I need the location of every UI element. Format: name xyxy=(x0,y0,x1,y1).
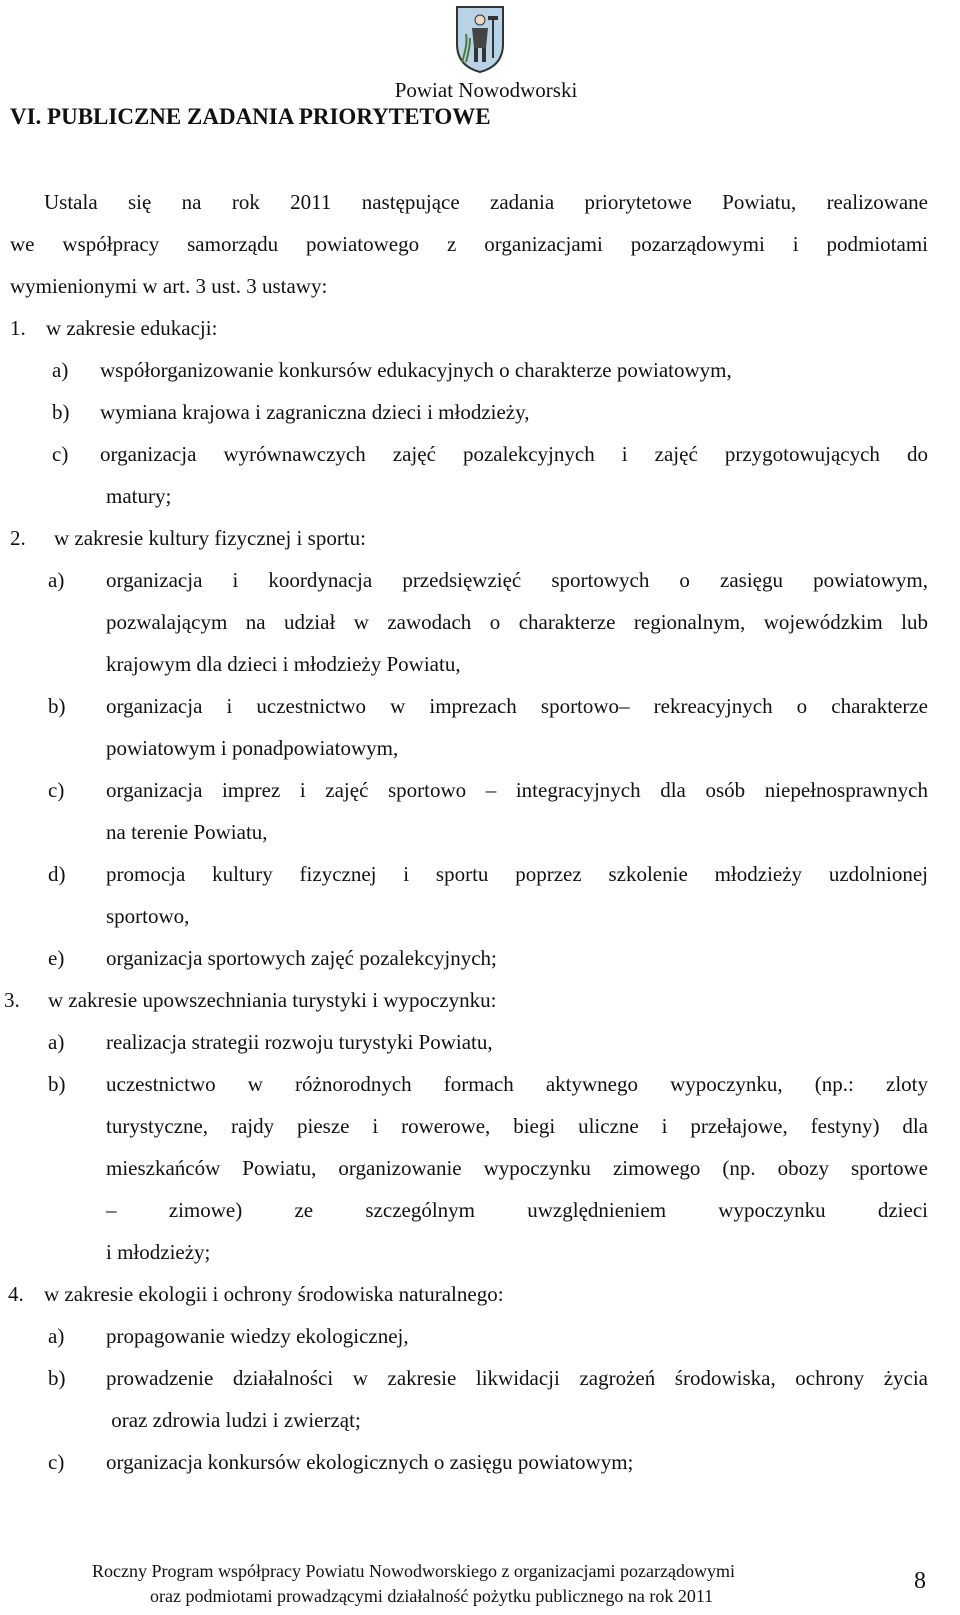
footer-line-1: Roczny Program współpracy Powiatu Nowodworskiego z organizacjami pozarządowymi xyxy=(92,1561,735,1581)
item-text: propagowanie wiedzy ekologicznej, xyxy=(106,1324,409,1348)
intro-line-2: we współpracy samorządu powiatowego z organizacjami pozarządowymi i podmiotami xyxy=(10,232,928,256)
item-text: organizacja i uczestnictwo w imprezach sportowo– rekreacyjnych o charakterze xyxy=(106,694,928,718)
section-number: 3. xyxy=(4,988,20,1012)
item-letter: b) xyxy=(52,400,70,424)
item-text: – zimowe) ze szczególnym uwzględnieniem wypoczynku dzieci xyxy=(106,1198,928,1222)
item-letter: c) xyxy=(48,778,65,802)
item-letter: a) xyxy=(52,358,69,382)
item-text: pozwalającym na udział w zawodach o charakterze regionalnym, wojewódzkim lub xyxy=(106,610,928,634)
page-number: 8 xyxy=(914,1568,926,1594)
item-letter: a) xyxy=(48,1324,65,1348)
section-number: 1. xyxy=(10,316,26,340)
item-letter: b) xyxy=(48,694,66,718)
item-letter: a) xyxy=(48,568,65,592)
item-text: uczestnictwo w różnorodnych formach aktywnego wypoczynku, (np.: zloty xyxy=(106,1072,928,1096)
item-text: oraz zdrowia ludzi i zwierząt; xyxy=(106,1408,361,1432)
item-letter: e) xyxy=(48,946,65,970)
item-text: prowadzenie działalności w zakresie likwidacji zagrożeń środowiska, ochrony życia xyxy=(106,1366,928,1390)
item-letter: b) xyxy=(48,1072,66,1096)
coat-of-arms-icon xyxy=(454,4,506,74)
section-title: VI. PUBLICZNE ZADANIA PRIORYTETOWE xyxy=(10,104,491,129)
intro-line-1: Ustala się na rok 2011 następujące zadania priorytetowe Powiatu, realizowane xyxy=(44,190,928,214)
item-text: współorganizowanie konkursów edukacyjnych o charakterze powiatowym, xyxy=(100,358,732,382)
item-text: organizacja i koordynacja przedsięwzięć sportowych o zasięgu powiatowym, xyxy=(106,568,928,592)
item-text: organizacja wyrównawczych zajęć pozalekcyjnych i zajęć przygotowujących do xyxy=(100,442,928,466)
section-heading: w zakresie upowszechniania turystyki i wypoczynku: xyxy=(48,988,497,1012)
item-text: matury; xyxy=(106,484,172,508)
item-text: mieszkańców Powiatu, organizowanie wypoczynku zimowego (np. obozy sportowe xyxy=(106,1156,928,1180)
intro-line-3: wymienionymi w art. 3 ust. 3 ustawy: xyxy=(10,274,328,298)
section-number: 2. xyxy=(10,526,26,550)
item-text: turystyczne, rajdy piesze i rowerowe, biegi uliczne i przełajowe, festyny) dla xyxy=(106,1114,928,1138)
item-text: i młodzieży; xyxy=(106,1240,211,1264)
item-text: realizacja strategii rozwoju turystyki Powiatu, xyxy=(106,1030,493,1054)
section-number: 4. xyxy=(8,1282,24,1306)
item-letter: c) xyxy=(48,1450,65,1474)
item-text: organizacja imprez i zajęć sportowo – integracyjnych dla osób niepełnosprawnych xyxy=(106,778,928,802)
item-letter: a) xyxy=(48,1030,65,1054)
section-heading: w zakresie edukacji: xyxy=(46,316,218,340)
item-letter: b) xyxy=(48,1366,66,1390)
item-text: krajowym dla dzieci i młodzieży Powiatu, xyxy=(106,652,461,676)
item-text: wymiana krajowa i zagraniczna dzieci i młodzieży, xyxy=(100,400,530,424)
organization-name: Powiat Nowodworski xyxy=(394,78,578,102)
item-text: na terenie Powiatu, xyxy=(106,820,268,844)
footer-line-2: oraz podmiotami prowadzącymi działalność pożytku publicznego na rok 2011 xyxy=(150,1586,714,1606)
item-text: powiatowym i ponadpowiatowym, xyxy=(106,736,399,760)
item-text: organizacja sportowych zajęć pozalekcyjnych; xyxy=(106,946,497,970)
section-heading: w zakresie ekologii i ochrony środowiska naturalnego: xyxy=(44,1282,504,1306)
section-heading: w zakresie kultury fizycznej i sportu: xyxy=(54,526,366,550)
item-letter: d) xyxy=(48,862,66,886)
item-text: organizacja konkursów ekologicznych o zasięgu powiatowym; xyxy=(106,1450,634,1474)
item-text: sportowo, xyxy=(106,904,190,928)
item-text: promocja kultury fizycznej i sportu poprzez szkolenie młodzieży uzdolnionej xyxy=(106,862,928,886)
item-letter: c) xyxy=(52,442,69,466)
